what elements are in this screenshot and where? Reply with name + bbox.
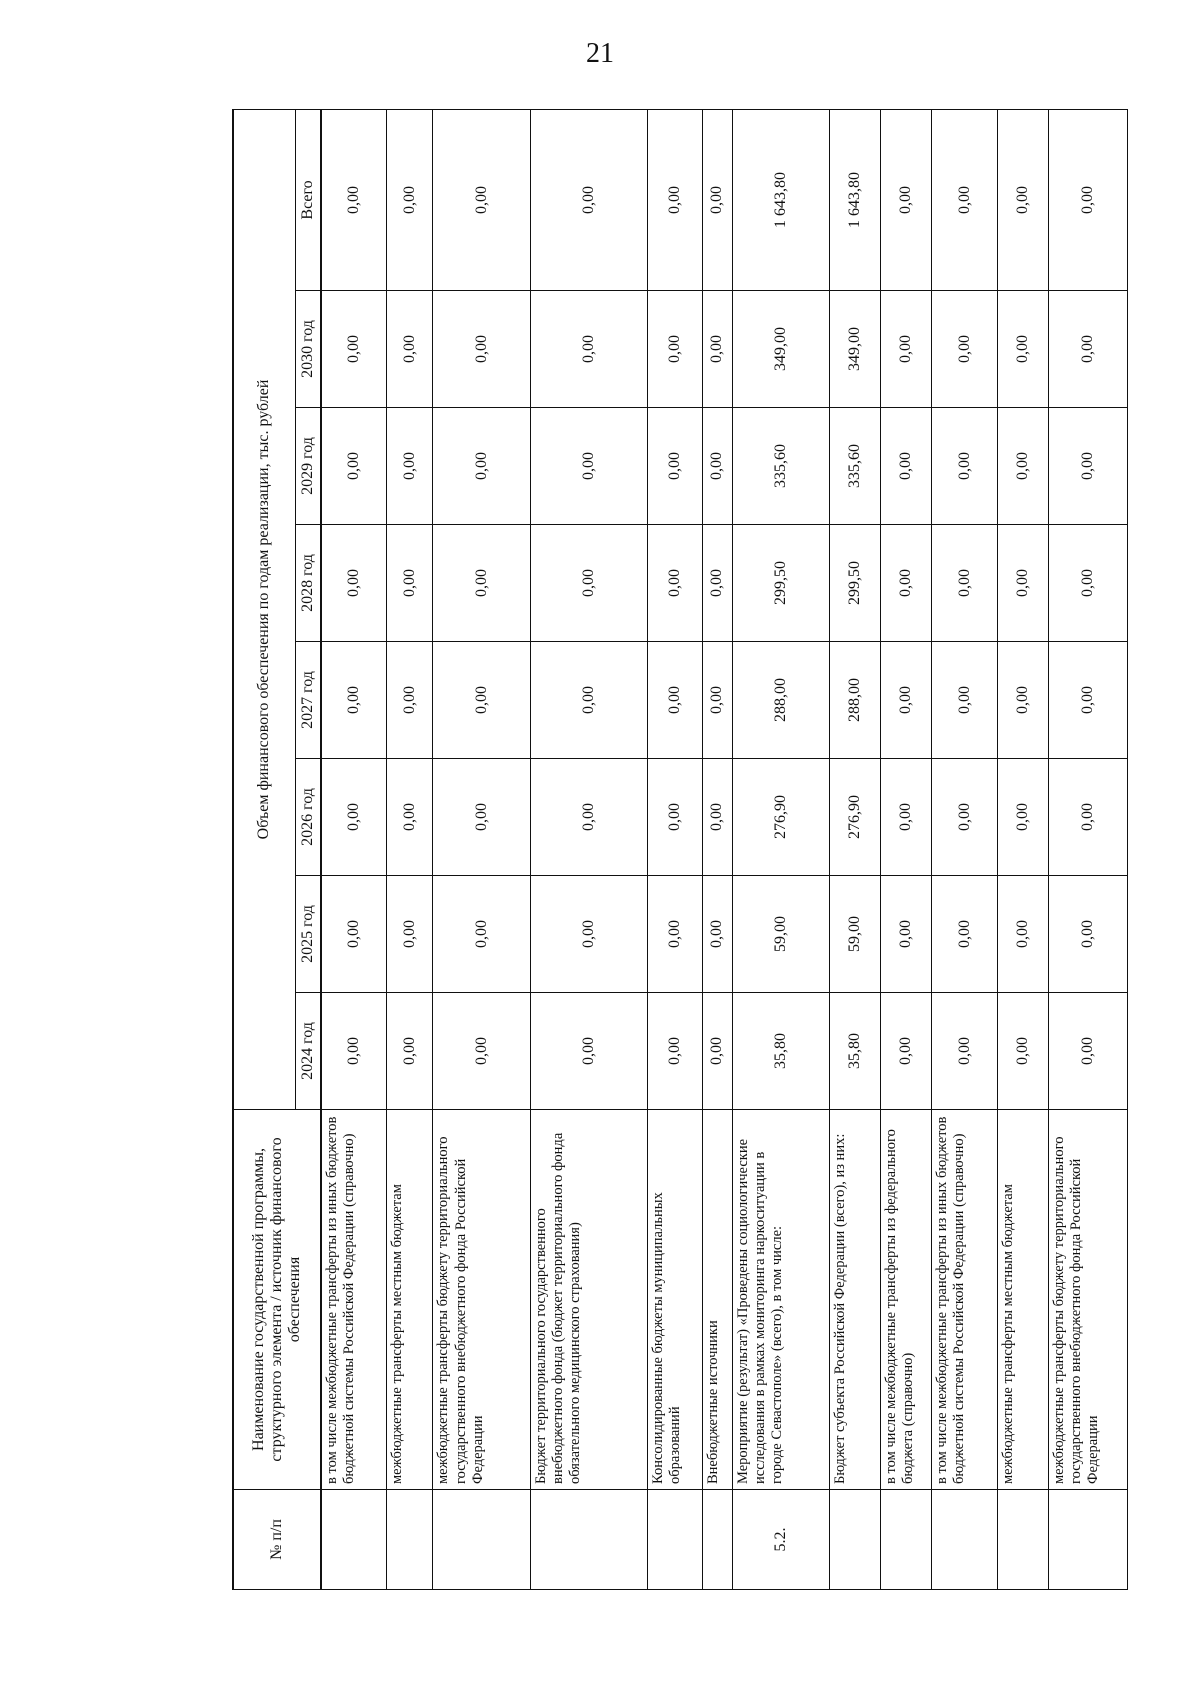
- year-value-cell: 0,00: [881, 876, 932, 993]
- year-value-cell: 276,90: [733, 759, 830, 876]
- col-name-header: Наименование государственной программы, структурного элемента / источник финансового обеспечения: [233, 1110, 321, 1490]
- year-value-cell: 0,00: [881, 408, 932, 525]
- table-row: [648, 109, 702, 1589]
- year-value-cell: 0,00: [702, 291, 733, 408]
- year-value-cell: 0,00: [881, 759, 932, 876]
- year-value-cell: 0,00: [387, 408, 433, 525]
- year-value-cell: 0,00: [1048, 408, 1127, 525]
- year-value-cell: 0,00: [881, 993, 932, 1110]
- year-value-cell: 0,00: [387, 876, 433, 993]
- year-value-cell: 0,00: [881, 642, 932, 759]
- year-value-cell: 0,00: [433, 876, 530, 993]
- table-row: [1048, 109, 1127, 1589]
- year-value-cell: 0,00: [997, 993, 1048, 1110]
- year-header-2027: 2027 год: [295, 642, 321, 759]
- year-value-cell: 35,80: [733, 993, 830, 1110]
- year-value-cell: 59,00: [830, 876, 881, 993]
- total-value-cell: 0,00: [387, 109, 433, 290]
- year-value-cell: 349,00: [830, 291, 881, 408]
- year-value-cell: 0,00: [321, 759, 387, 876]
- year-value-cell: 0,00: [932, 876, 998, 993]
- table-row: [733, 109, 830, 1589]
- budget-table: [232, 109, 1128, 1590]
- year-header-2030: 2030 год: [295, 291, 321, 408]
- year-value-cell: 335,60: [830, 408, 881, 525]
- year-value-cell: 0,00: [702, 759, 733, 876]
- table-body: [321, 109, 1128, 1589]
- year-value-cell: 0,00: [702, 993, 733, 1110]
- year-value-cell: 0,00: [997, 291, 1048, 408]
- year-value-cell: 0,00: [648, 408, 702, 525]
- year-header-2024: 2024 год: [295, 993, 321, 1110]
- year-value-cell: 0,00: [702, 876, 733, 993]
- row-number-cell: [387, 1490, 433, 1590]
- total-value-cell: 0,00: [530, 109, 648, 290]
- year-value-cell: 0,00: [530, 408, 648, 525]
- year-value-cell: 0,00: [997, 642, 1048, 759]
- year-value-cell: 0,00: [648, 993, 702, 1110]
- year-value-cell: 0,00: [387, 759, 433, 876]
- year-value-cell: 0,00: [387, 291, 433, 408]
- row-number-cell: [997, 1490, 1048, 1590]
- total-value-cell: 1 643,80: [733, 109, 830, 290]
- year-value-cell: 0,00: [648, 525, 702, 642]
- year-value-cell: 0,00: [433, 291, 530, 408]
- row-number-cell: [530, 1490, 648, 1590]
- year-value-cell: 0,00: [702, 408, 733, 525]
- row-name-cell: межбюджетные трансферты местным бюджетам: [387, 1110, 433, 1490]
- year-value-cell: 59,00: [733, 876, 830, 993]
- row-name-cell: в том числе межбюджетные трансферты из федерального бюджета (справочно): [881, 1110, 932, 1490]
- year-value-cell: 0,00: [881, 525, 932, 642]
- year-value-cell: 0,00: [433, 642, 530, 759]
- year-value-cell: 0,00: [1048, 876, 1127, 993]
- year-value-cell: 0,00: [530, 291, 648, 408]
- year-value-cell: 0,00: [1048, 642, 1127, 759]
- year-value-cell: 0,00: [321, 291, 387, 408]
- year-value-cell: 0,00: [387, 642, 433, 759]
- year-value-cell: 0,00: [932, 642, 998, 759]
- row-number-cell: [433, 1490, 530, 1590]
- year-value-cell: 0,00: [433, 759, 530, 876]
- year-value-cell: 0,00: [433, 993, 530, 1110]
- col-number-header: № п/п: [233, 1490, 321, 1590]
- row-number-cell: [932, 1490, 998, 1590]
- year-value-cell: 0,00: [648, 759, 702, 876]
- year-value-cell: 0,00: [1048, 291, 1127, 408]
- year-value-cell: 0,00: [387, 525, 433, 642]
- row-name-cell: межбюджетные трансферты бюджету территориального государственного внебюджетного фонда Российской Федерации: [433, 1110, 530, 1490]
- year-value-cell: 0,00: [997, 408, 1048, 525]
- total-value-cell: 0,00: [433, 109, 530, 290]
- row-name-cell: межбюджетные трансферты бюджету территориального государственного внебюджетного фонда Российской Федерации: [1048, 1110, 1127, 1490]
- year-value-cell: 0,00: [648, 291, 702, 408]
- year-value-cell: 0,00: [648, 876, 702, 993]
- total-value-cell: 0,00: [932, 109, 998, 290]
- total-value-cell: 0,00: [648, 109, 702, 290]
- year-value-cell: 288,00: [733, 642, 830, 759]
- year-value-cell: 0,00: [1048, 525, 1127, 642]
- row-name-cell: Мероприятие (результат) «Проведены социологические исследования в рамках мониторинга наркоситуации в городе Севастополе» (всего), в том числе:: [733, 1110, 830, 1490]
- row-number-cell: [1048, 1490, 1127, 1590]
- year-value-cell: 0,00: [387, 993, 433, 1110]
- year-value-cell: 0,00: [530, 993, 648, 1110]
- table-row: [997, 109, 1048, 1589]
- year-header-2029: 2029 год: [295, 408, 321, 525]
- year-value-cell: 0,00: [648, 642, 702, 759]
- col-group-header: Объем финансового обеспечения по годам реализации, тыс. рублей: [233, 109, 295, 1109]
- year-value-cell: 0,00: [321, 525, 387, 642]
- total-value-cell: 0,00: [702, 109, 733, 290]
- year-value-cell: 0,00: [321, 993, 387, 1110]
- year-value-cell: 0,00: [1048, 759, 1127, 876]
- table-row: [932, 109, 998, 1589]
- table-row: [321, 109, 387, 1589]
- page-number: 21: [586, 38, 614, 69]
- year-value-cell: 0,00: [932, 525, 998, 642]
- year-value-cell: 0,00: [997, 876, 1048, 993]
- row-name-cell: Консолидированные бюджеты муниципальных образований: [648, 1110, 702, 1490]
- table-row: [881, 109, 932, 1589]
- year-header-2028: 2028 год: [295, 525, 321, 642]
- year-value-cell: 276,90: [830, 759, 881, 876]
- total-header: Всего: [295, 109, 321, 290]
- total-value-cell: 0,00: [1048, 109, 1127, 290]
- year-value-cell: 0,00: [433, 525, 530, 642]
- row-name-cell: Внебюджетные источники: [702, 1110, 733, 1490]
- year-value-cell: 0,00: [881, 291, 932, 408]
- header-row-1: [233, 109, 295, 1589]
- row-name-cell: межбюджетные трансферты местным бюджетам: [997, 1110, 1048, 1490]
- row-number-cell: [321, 1490, 387, 1590]
- year-value-cell: 0,00: [997, 525, 1048, 642]
- table-row: [530, 109, 648, 1589]
- row-name-cell: в том числе межбюджетные трансферты из иных бюджетов бюджетной системы Российской Федерации (справочно): [321, 1110, 387, 1490]
- year-value-cell: 0,00: [530, 642, 648, 759]
- total-value-cell: 0,00: [881, 109, 932, 290]
- year-value-cell: 335,60: [733, 408, 830, 525]
- year-value-cell: 0,00: [932, 291, 998, 408]
- row-name-cell: в том числе межбюджетные трансферты из иных бюджетов бюджетной системы Российской Федерации (справочно): [932, 1110, 998, 1490]
- table-header: [233, 109, 321, 1589]
- year-value-cell: 349,00: [733, 291, 830, 408]
- year-value-cell: 0,00: [321, 642, 387, 759]
- year-value-cell: 0,00: [702, 525, 733, 642]
- table-row: [433, 109, 530, 1589]
- year-value-cell: 0,00: [932, 759, 998, 876]
- rotated-table-container: [232, 110, 1128, 1590]
- year-value-cell: 0,00: [932, 993, 998, 1110]
- year-value-cell: 0,00: [1048, 993, 1127, 1110]
- year-value-cell: 35,80: [830, 993, 881, 1110]
- row-number-cell: [702, 1490, 733, 1590]
- row-number-cell: [830, 1490, 881, 1590]
- year-value-cell: 0,00: [321, 408, 387, 525]
- table-row: [387, 109, 433, 1589]
- year-header-2025: 2025 год: [295, 876, 321, 993]
- year-value-cell: 0,00: [530, 525, 648, 642]
- year-header-2026: 2026 год: [295, 759, 321, 876]
- year-value-cell: 0,00: [530, 876, 648, 993]
- row-name-cell: Бюджет территориального государственного внебюджетного фонда (бюджет территориального фонда обязательного медицинского страхования): [530, 1110, 648, 1490]
- row-number-cell: 5.2.: [733, 1490, 830, 1590]
- year-value-cell: 0,00: [530, 759, 648, 876]
- year-value-cell: 288,00: [830, 642, 881, 759]
- year-value-cell: 0,00: [932, 408, 998, 525]
- table-row: [702, 109, 733, 1589]
- row-number-cell: [881, 1490, 932, 1590]
- year-value-cell: 0,00: [997, 759, 1048, 876]
- total-value-cell: 0,00: [997, 109, 1048, 290]
- year-value-cell: 299,50: [733, 525, 830, 642]
- row-name-cell: Бюджет субъекта Российской Федерации (всего), из них:: [830, 1110, 881, 1490]
- total-value-cell: 0,00: [321, 109, 387, 290]
- year-value-cell: 299,50: [830, 525, 881, 642]
- total-value-cell: 1 643,80: [830, 109, 881, 290]
- year-value-cell: 0,00: [702, 642, 733, 759]
- row-number-cell: [648, 1490, 702, 1590]
- year-value-cell: 0,00: [433, 408, 530, 525]
- year-value-cell: 0,00: [321, 876, 387, 993]
- table-row: [830, 109, 881, 1589]
